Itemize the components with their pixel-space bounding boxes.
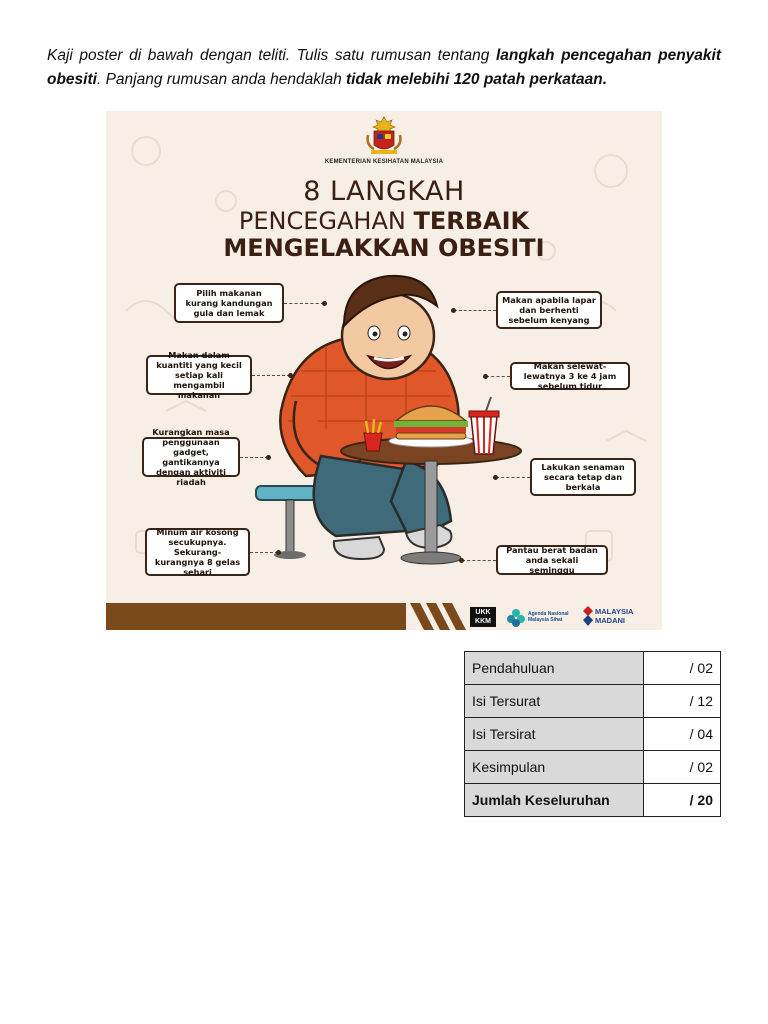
poster-title-line1: 8 LANGKAH [303, 176, 465, 207]
rubric-label: Kesimpulan [465, 751, 644, 784]
obesity-poster [106, 111, 662, 630]
agenda-logo-line1: Agenda Nasional [528, 611, 569, 617]
rubric-label: Isi Tersurat [465, 685, 644, 718]
tip-leader-4 [250, 552, 278, 553]
instruction-text [47, 44, 721, 92]
agenda-logo-line2: Malaysia Sihat [528, 617, 563, 623]
tip-card-6: Makan selewat-lewatnya 3 ke 4 jam sebelum tidur [510, 362, 630, 390]
tip-leader-3 [240, 457, 268, 458]
rubric-row [465, 685, 721, 718]
ukk-kkm-logo [470, 607, 496, 627]
malaysia-madani-logo [582, 605, 648, 629]
tip-leader-5 [454, 310, 496, 311]
rubric-total-row [465, 784, 721, 817]
tip-card-8: Pantau berat badan anda sekali seminggu [496, 545, 608, 575]
tip-card-4: Minum air kosong secukupnya. Sekurang-kurangnya 8 gelas sehari [145, 528, 250, 576]
madani-logo-line1: MALAYSIA [595, 607, 634, 616]
tip-card-5: Makan apabila lapar dan berhenti sebelum kenyang [496, 291, 602, 329]
tip-card-7: Lakukan senaman secara tetap dan berkala [530, 458, 636, 496]
ukk-logo-line1: UKK [475, 609, 491, 616]
tip-leader-1 [284, 303, 324, 304]
poster-footer-bar [106, 603, 406, 630]
tip-dot-6 [483, 374, 488, 379]
rubric-total-label: Jumlah Keseluruhan [465, 784, 644, 817]
poster-title-line2-b: TERBAIK [413, 207, 530, 235]
ukk-logo-line2: KKM [475, 618, 491, 625]
ministry-name: KEMENTERIAN KESIHATAN MALAYSIA [324, 159, 444, 165]
poster-title-line2-a: PENCEGAHAN [238, 207, 414, 235]
rubric-row [465, 652, 721, 685]
tip-card-1: Pilih makanan kurang kandungan gula dan lemak [174, 283, 284, 323]
instruction-part2: . Panjang rumusan anda hendaklah [96, 71, 346, 88]
tip-dot-7 [493, 475, 498, 480]
marking-rubric-table [464, 651, 721, 817]
tip-leader-6 [486, 376, 510, 377]
rubric-score: / 02 [644, 751, 721, 784]
instruction-bold1: langkah pencegahan penyakit obesiti [47, 47, 721, 88]
tip-leader-8 [462, 560, 496, 561]
rubric-score: / 12 [644, 685, 721, 718]
rubric-label: Isi Tersirat [465, 718, 644, 751]
poster-title-line3: MENGELAKKAN OBESITI [223, 234, 545, 262]
rubric-total-score: / 20 [644, 784, 721, 817]
rubric-score: / 02 [644, 652, 721, 685]
tip-dot-3 [266, 455, 271, 460]
tip-dot-5 [451, 308, 456, 313]
footer-stripes [406, 603, 476, 630]
tip-dot-2 [288, 373, 293, 378]
madani-logo-line2: MADANI [595, 615, 625, 625]
rubric-row [465, 718, 721, 751]
tip-leader-7 [496, 477, 530, 478]
tip-card-3: Kurangkan masa penggunaan gadget, gantikannya dengan aktiviti riadah [142, 437, 240, 477]
tip-dot-1 [322, 301, 327, 306]
rubric-row [465, 751, 721, 784]
madani-emblem-icon [582, 605, 594, 627]
agenda-nasional-logo [506, 608, 576, 628]
tip-dot-8 [459, 558, 464, 563]
rubric-label: Pendahuluan [465, 652, 644, 685]
agenda-flower-icon [506, 608, 526, 628]
instruction-bold2: tidak melebihi 120 patah perkataan. [346, 71, 608, 88]
rubric-score: / 04 [644, 718, 721, 751]
tip-card-2: Makan dalam kuantiti yang kecil setiap kali mengambil makanan [146, 355, 252, 395]
instruction-part1: Kaji poster di bawah dengan teliti. Tulis satu rumusan tentang [47, 47, 496, 64]
tip-leader-2 [252, 375, 290, 376]
tip-dot-4 [276, 550, 281, 555]
